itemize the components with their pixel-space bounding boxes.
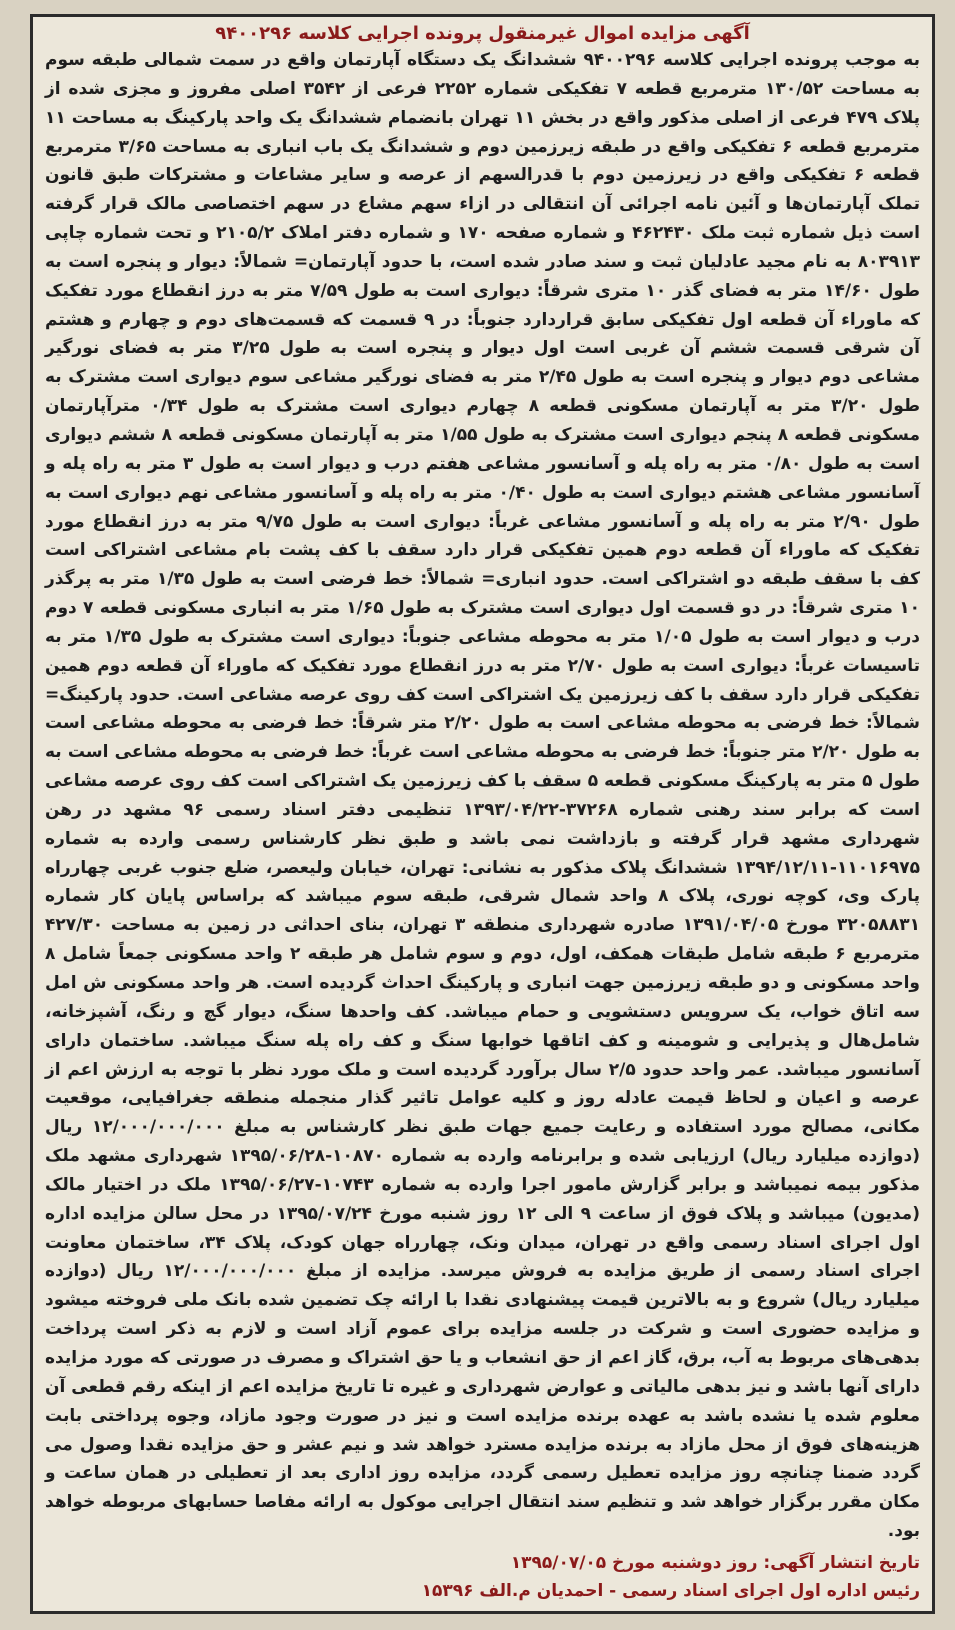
auction-notice xyxy=(30,14,935,1614)
notice-title: آگهی مزایده اموال غیرمنقول پرونده اجرایی کلاسه ۹۴۰۰۲۹۶ xyxy=(215,23,750,44)
notice-body: به موجب پرونده اجرایی کلاسه ۹۴۰۰۲۹۶ ششدانگ یک دستگاه آپارتمان واقع در سمت شمالی طبقه سوم به مساحت ۱۳۰/۵۲ مترمربع قطعه ۷ تفکیکی شماره ۲۲۵۲ فرعی از ۳۵۴۲ اصلی مفروز و مجزی شده از پلاک ۴۷۹ فرعی از اصلی مذکور واقع در بخش ۱۱ تهران بانضمام ششدانگ یک واحد پارکینگ به مساحت ۱۱ مترمربع قطعه ۶ تفکیکی واقع در طبقه زیرزمین دوم و ششدانگ یک باب انباری به مساحت ۳/۶۵ مترمربع قطعه ۶ تفکیکی واقع در زیرزمین دوم با قدرالسهم از عرصه و سایر مشاعات و مشترکات طبق قانون تملک آپارتمان‌ها و آئین نامه اجرائی آن انتقالی در ازاء سهم مشاع در سهم اختصاصی مالک قرار گرفته است ذیل شماره ثبت ملک ۴۶۲۴۳۰ و شماره صفحه ۱۷۰ و شماره دفتر املاک ۲۱۰۵/۲ و تحت شماره چاپی ۸۰۳۹۱۳ به نام مجید عادلیان ثبت و سند صادر شده است، با حدود آپارتمان= شمالاً: دیوار و پنجره است به طول ۱۴/۶۰ متر به فضای گذر ۱۰ متری شرقاً: دیواری است به طول ۷/۵۹ متر به درز انقطاع مورد تفکیک که ماوراء آن قطعه اول تفکیکی سابق قراردارد جنوباً: در ۹ قسمت که قسمت‌های دوم و چهارم و هشتم آن شرقی قسمت ششم آن غربی است اول دیوار و پنجره است به طول ۳/۲۵ متر به فضای نورگیر مشاعی دوم دیوار و پنجره است به طول ۲/۴۵ متر به فضای نورگیر مشاعی سوم دیواری است مشترک به طول ۳/۲۰ متر به آپارتمان مسکونی قطعه ۸ چهارم دیواری است مشترک به طول ۰/۳۴ مترآپارتمان مسکونی قطعه ۸ پنجم دیواری است مشترک به طول ۱/۵۵ متر به آپارتمان مسکونی قطعه ۸ ششم دیواری است به طول ۰/۸۰ متر به راه پله و آسانسور مشاعی هفتم درب و دیوار است به طول ۳ متر به راه پله و آسانسور مشاعی هشتم دیواری است به طول ۰/۴۰ متر به راه پله و آسانسور مشاعی نهم دیواری است به طول ۲/۹۰ متر به راه پله و آسانسور مشاعی غرباً: دیواری است به طول ۹/۷۵ متر به درز انقطاع مورد تفکیک که ماوراء آن قطعه دوم همین تفکیکی قرار دارد سقف با کف پشت بام مشاعی اشتراکی است کف با سقف طبقه دو اشتراکی است. حدود انباری= شمالاً: خط فرضی است به طول ۱/۳۵ متر به پرگذر ۱۰ متری شرقاً: در دو قسمت اول دیواری است مشترک به طول ۱/۶۵ متر به انباری مسکونی قطعه ۷ دوم درب و دیوار است به طول ۱/۰۵ متر به محوطه مشاعی جنوباً: دیواری است مشترک به طول ۱/۳۵ متر به تاسیسات غرباً: دیواری است به طول ۲/۷۰ متر به درز انقطاع مورد تفکیک که ماوراء آن قطعه دوم همین تفکیکی قرار دارد سقف با کف زیرزمین یک اشتراکی است کف روی عرصه مشاعی است. حدود پارکینگ= شمالاً: خط فرضی به محوطه مشاعی است به طول ۲/۲۰ متر شرقاً: خط فرضی به محوطه مشاعی است به طول ۲/۲۰ متر جنوباً: خط فرضی به محوطه مشاعی است غرباً: خط فرضی به محوطه مشاعی است به طول ۵ متر به پارکینگ مسکونی قطعه ۵ سقف با کف زیرزمین یک اشتراکی است کف روی عرصه مشاعی است که برابر سند رهنی شماره ۳۷۲۶۸-۱۳۹۳/۰۴/۲۲ تنظیمی دفتر اسناد رسمی ۹۶ مشهد در رهن شهرداری مشهد قرار گرفته و بازداشت نمی باشد و طبق نظر کارشناس رسمی وارده به شماره ۱۱۰۱۶۹۷۵-۱۳۹۴/۱۲/۱۱ ششدانگ پلاک مذکور به نشانی: تهران، خیابان ولیعصر، ضلع جنوب غربی چهارراه پارک وی، کوچه نوری، پلاک ۸ واحد شمال شرقی، طبقه سوم میباشد که براساس پایان کار شماره ۳۲۰۵۸۸۳۱ مورخ ۱۳۹۱/۰۴/۰۵ صادره شهرداری منطقه ۳ تهران، بنای احداثی در زمین به مساحت ۴۲۷/۳۰ مترمربع ۶ طبقه شامل طبقات همکف، اول، دوم و سوم شامل هر طبقه ۲ واحد مسکونی جمعاً شامل ۸ واحد مسکونی و دو طبقه زیرزمین جهت انباری و پارکینگ احداث گردیده است. هر واحد مسکونی ش امل سه اتاق خواب، یک سرویس دستشویی و حمام میباشد. کف واحدها سنگ، دیوار گچ و رنگ، آشپزخانه، شامل‌هال و پذیرایی و شومینه و کف اتاقها خوابها سنگ و کف راه پله سنگ میباشد. ساختمان دارای آسانسور میباشد. عمر واحد حدود ۲/۵ سال برآورد گردیده است و ملک مورد نظر با توجه به ارزش اعم از عرصه و اعیان و لحاظ قیمت عادله روز و کلیه عوامل تاثیر گذار منجمله منطقه جغرافیایی، موقعیت مکانی، مصالح مورد استفاده و رعایت جمیع جهات طبق نظر کارشناس به مبلغ ۱۲/۰۰۰/۰۰۰/۰۰۰ ریال (دوازده میلیارد ریال) ارزیابی شده و برابرنامه وارده به شماره ۱۰۸۷۰-۱۳۹۵/۰۶/۲۸ شهرداری مشهد ملک مذکور بیمه نمیباشد و برابر گزارش مامور اجرا وارده به شماره ۱۰۷۴۳-۱۳۹۵/۰۶/۲۷ ملک در اختیار مالک (مدیون) میباشد و پلاک فوق از ساعت ۹ الی ۱۲ روز شنبه مورخ ۱۳۹۵/۰۷/۲۴ در محل سالن مزایده اداره اول اجرای اسناد رسمی واقع در تهران، میدان ونک، چهارراه جهان کودک، پلاک ۳۴، ساختمان معاونت اجرای اسناد رسمی از طریق مزایده به فروش میرسد. مزایده از مبلغ ۱۲/۰۰۰/۰۰۰/۰۰۰ ریال (دوازده میلیارد ریال) شروع و به بالاترین قیمت پیشنهادی نقدا با ارائه چک تضمین شده بانک ملی فروخته میشود و مزایده حضوری است و شرکت در جلسه مزایده برای عموم آزاد است و لازم به ذکر است پرداخت بدهی‌های مربوط به آب، برق، گاز اعم از حق انشعاب و یا حق اشتراک و مصرف در صورتی که مورد مزایده دارای آنها باشد و نیز بدهی مالیاتی و عوارض شهرداری و غیره تا تاریخ مزایده اعم از اینکه رقم قطعی آن معلوم شده یا نشده باشد به عهده برنده مزایده است و نیز در صورت وجود مازاد، وجوه پرداختی بابت هزینه‌های فوق از محل مازاد به برنده مزایده مسترد خواهد شد و نیم عشر و حق مزایده نقدا وصول می گردد ضمنا چنانچه روز مزایده تعطیل رسمی گردد، مزایده روز اداری بعد از تعطیلی در همان ساعت و مکان مقرر برگزار خواهد شد و تنظیم سند انتقال اجرایی موکول به ارائه مفاصا حسابهای مربوطه خواهد بود. xyxy=(45,50,921,1542)
signature-line: رئیس اداره اول اجرای اسناد رسمی - احمدیان م.الف ۱۵۳۹۶ xyxy=(421,1581,920,1601)
publish-date: تاریخ انتشار آگهی: روز دوشنبه مورخ ۱۳۹۵/۰۷/۰۵ xyxy=(510,1553,920,1573)
notice-footer xyxy=(45,1549,920,1605)
